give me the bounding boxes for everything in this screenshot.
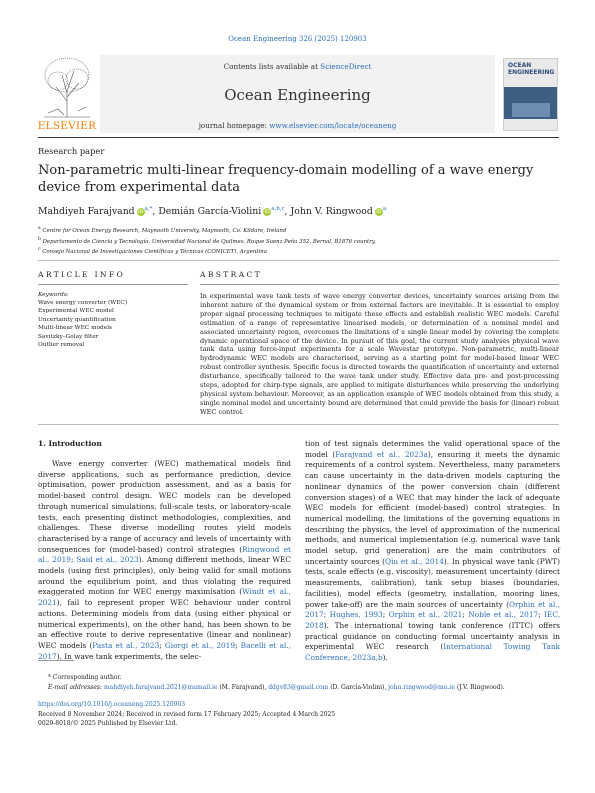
citation-link[interactable]: Orphin et al., 2021 bbox=[388, 610, 463, 620]
keywords-label: Keywords: bbox=[38, 292, 69, 298]
homepage-line: journal homepage: www.elsevier.com/locate/oceaneng bbox=[198, 121, 397, 130]
article-type: Research paper bbox=[38, 146, 105, 156]
citation-link[interactable]: Pasta et al., 2023 bbox=[92, 640, 160, 650]
citation-link[interactable]: Qiu et al., 2014 bbox=[385, 556, 444, 566]
citation-link[interactable]: Windt et al., 2021 bbox=[38, 587, 291, 608]
corresponding-author-note: Corresponding author. bbox=[52, 674, 122, 681]
body-text: ), fail to represent proper WEC behaviour under control actions. Determining models from data (using either physical or numerical experiments), on the other hand, has been shown to be an effective route to derive representative (linear and nonlinear) WEC models ( bbox=[38, 598, 291, 650]
intro-column-right bbox=[305, 439, 560, 664]
email-label: E-mail addresses: bbox=[48, 683, 103, 691]
email-link[interactable]: mahdiyeh.farajvand.2021@mumail.ie bbox=[103, 683, 218, 691]
body-text: ; bbox=[235, 640, 241, 650]
doi-link[interactable]: https://doi.org/10.1016/j.oceaneng.2025.120903 bbox=[38, 701, 186, 708]
body-text: ). The international towing tank conference (ITTC) offers practical guidance on conducting formal uncertainty analysis in experimental WEC research ( bbox=[305, 620, 560, 652]
intro-column-left bbox=[38, 459, 291, 662]
footnote-marker: * bbox=[48, 674, 53, 681]
affiliation-marker: c bbox=[38, 247, 41, 253]
body-text: ; bbox=[159, 640, 165, 650]
body-text: ; bbox=[323, 610, 330, 620]
section-heading-introduction: 1. Introduction bbox=[38, 439, 102, 448]
keyword: Savitzky–Golay filter bbox=[38, 333, 99, 340]
keyword: Multi-linear WEC models bbox=[38, 325, 113, 332]
email-owner: (J.V. Ringwood). bbox=[454, 683, 505, 691]
citation-link[interactable]: Hughes, 1993 bbox=[329, 610, 383, 620]
author-name: John V. Ringwood bbox=[290, 206, 373, 218]
body-text: ; bbox=[462, 610, 469, 620]
keyword: Uncertainty quantification bbox=[38, 316, 116, 323]
footnote bbox=[38, 673, 505, 692]
citation-link[interactable]: International Towing Tank Conference, 2023a,b bbox=[305, 642, 561, 663]
header-divider bbox=[38, 137, 559, 138]
body-text: ). In wave tank experiments, the selec- bbox=[56, 651, 202, 661]
article-info-rule bbox=[38, 284, 188, 285]
affiliation-marker: a bbox=[38, 226, 41, 231]
email-owner: (M. Farajvand), bbox=[217, 683, 269, 691]
body-text: Wave energy converter (WEC) mathematical models find diverse applications, such as performance prediction, device optimisation, power production assessment, and as a basis for model-based control design. WEC models can be developed through numerical simulations, full-scale tests, or laboratory-scale tests, each presenting distinct methodologies, complexities, and challenges. These diverse modelling routes yield models characterised by a range of accuracy and levels of uncertainty with consequences for (model-based) control strategies ( bbox=[38, 459, 291, 554]
publication-info bbox=[38, 700, 335, 729]
body-text: ; bbox=[538, 610, 545, 620]
copyright: 0029-8018/© 2025 Published by Elsevier Ltd. bbox=[38, 720, 178, 727]
citation-link[interactable]: Noble et al., 2017 bbox=[468, 610, 539, 620]
email-owner: (D. García-Violini), bbox=[328, 683, 389, 691]
citation-link[interactable]: Giorgi et al., 2019 bbox=[164, 640, 236, 650]
affiliation-row bbox=[38, 246, 376, 257]
citation-link[interactable]: Orphin et al., 2017 bbox=[305, 599, 560, 620]
affiliation-text: Departamento de Ciencia y Tecnología, Universidad Nacional de Quilmes, Roque Saenz Peña 352, Bernal, B1876 country, bbox=[42, 238, 376, 245]
orcid-icon[interactable]: iD bbox=[138, 209, 144, 216]
author-affiliation-marker[interactable]: a bbox=[382, 206, 387, 212]
body-text: ). bbox=[382, 653, 388, 663]
author-list: Mahdiyeh Farajvand $iD^{a,*}$, Demián García-Violini iD$^{a,b,c}$, John V. Ringwood $iD^a$ bbox=[38, 206, 387, 218]
citation-link[interactable]: IEC, 2018 bbox=[305, 610, 561, 630]
cover-band-inner bbox=[512, 103, 550, 117]
keyword: Outlier removal bbox=[38, 342, 85, 349]
affiliation-row bbox=[38, 236, 376, 247]
body-text: ; bbox=[382, 610, 389, 620]
orcid-icon[interactable]: iD bbox=[264, 209, 270, 216]
author-name: Demián García-Violini bbox=[158, 206, 262, 218]
journal-cover-image bbox=[503, 58, 558, 131]
keyword: Wave energy converter (WEC) bbox=[38, 300, 128, 306]
affiliation-row bbox=[38, 225, 376, 236]
body-text: ). Among different methods, linear WEC models (using first principles), only being valid for small motions around the equilibrium point, and thus violating the required exaggerated motion for WEC energy maximisation ( bbox=[38, 555, 292, 597]
citation-link[interactable]: Bacelli et al., 2017 bbox=[38, 640, 291, 661]
keywords-list bbox=[38, 299, 127, 349]
article-info-heading: ARTICLE INFO bbox=[38, 270, 126, 279]
homepage-link[interactable]: www.elsevier.com/locate/oceaneng bbox=[269, 121, 397, 130]
affiliation-text: Centre for Ocean Energy Research, Maynooth University, Maynooth, Co. Kildare, Ireland bbox=[42, 227, 287, 234]
citation-link[interactable]: Farajvand et al., 2023a bbox=[335, 449, 428, 459]
affiliation-text: Consejo Nacional de Investigaciones Científicas y Técnicas (CONICET), Argentina bbox=[42, 248, 267, 255]
abstract-divider bbox=[38, 424, 559, 425]
author-name: Mahdiyeh Farajvand bbox=[38, 206, 135, 218]
cover-title: OCEAN ENGINEERING bbox=[508, 62, 555, 76]
journal-reference[interactable]: Ocean Engineering 326 (2025) 120903 bbox=[228, 35, 367, 43]
received-dates: Received 8 November 2024; Received in revised form 17 February 2025; Accepted 4 March 2025 bbox=[38, 710, 336, 718]
sciencedirect-link[interactable]: ScienceDirect bbox=[320, 62, 372, 71]
abstract-heading: ABSTRACT bbox=[200, 270, 263, 279]
email-link[interactable]: ddgv83@gmail.com bbox=[268, 683, 329, 691]
footnote-divider bbox=[38, 660, 74, 661]
journal-header bbox=[100, 55, 495, 133]
email-link[interactable]: john.ringwood@mu.ie bbox=[388, 683, 455, 691]
contents-line: Contents lists available at ScienceDirect bbox=[223, 62, 372, 71]
affiliation-marker: b bbox=[38, 236, 41, 242]
orcid-icon[interactable]: iD bbox=[376, 209, 382, 216]
author-affiliation-marker[interactable]: a,* bbox=[144, 206, 153, 212]
affiliations bbox=[38, 225, 376, 257]
abstract-rule bbox=[200, 284, 559, 285]
keyword: Experimental WEC model bbox=[38, 308, 114, 315]
affiliation-divider bbox=[38, 260, 559, 261]
article-title: Non-parametric multi-linear frequency-domain modelling of a wave energy device from experimental data bbox=[38, 163, 534, 195]
body-text: ), ensuring it meets the dynamic requirements of a control system. Nevertheless, many parameters can cause uncertainty in the data-driven models capturing the nonlinear dynamics of the power conversion chain (different conversion stages) of a WEC that may hinder the lack of adequate WEC models for efficient (model-based) control strategies. In numerical modelling, the limitations of the governing equations in describing the physics, the level of approximation of the numerical methods, and numerical implementation (e.g. numerical wave tank model setup, grid generation) are the main contributors of uncertainty sources ( bbox=[305, 449, 560, 566]
body-text: tion of test signals determines the valid operational space of the model ( bbox=[305, 439, 560, 459]
journal-title: Ocean Engineering bbox=[224, 86, 371, 104]
citation-link[interactable]: Said et al., 2023 bbox=[76, 555, 139, 565]
body-text: ; bbox=[70, 555, 77, 565]
abstract-text: In experimental wave tank tests of wave energy converter devices, uncertainty sources arising from the inherent nature of the dynamical system or from external factors are inevitable. It is essential to employ proper signal processing techniques to mitigate these effects and establish realistic WEC models. Careful estimation of a range of representative linearised models, or determination of a nominal model and associated uncertainty region, overcomes the limitations of a single linear model by covering the complete dynamic operational space of the device. In pursuit of this goal, the current study analyses physical wave tank data using force-input experiments for a scale Wavestar prototype. Non-parametric, multi-linear hydrodynamic WEC models are characterised, serving as a starting point for model-based linear WEC robust controller synthesis. Specific focus is directed towards the quantification of uncertainty and external disturbance, specifically tailored to the wave tank under study. Effective data pre- and post-processing steps, adopted for chirp-type signals, are applied to mitigate disturbances while preserving the underlying physical system behaviour. Moreover, as an application example of WEC models obtained from this study, a single nominal model and uncertainty bound are determined that could provide the basis for (linear) robust WEC control. bbox=[200, 292, 559, 416]
elsevier-wordmark: ELSEVIER bbox=[37, 120, 97, 132]
citation-link[interactable]: Ringwood et al., 2019 bbox=[38, 544, 291, 565]
author-affiliation-marker[interactable]: a,b,c bbox=[271, 206, 285, 212]
body-text: ). In physical wave tank (PWT) tests, scale effects (e.g. viscosity), measurement uncertainty (direct measurements, calibration), tank setup biases (boundaries, facilities), model effects (geometry, installation, mooring lines, power take-off) are the main sources of uncertainty ( bbox=[305, 556, 561, 609]
